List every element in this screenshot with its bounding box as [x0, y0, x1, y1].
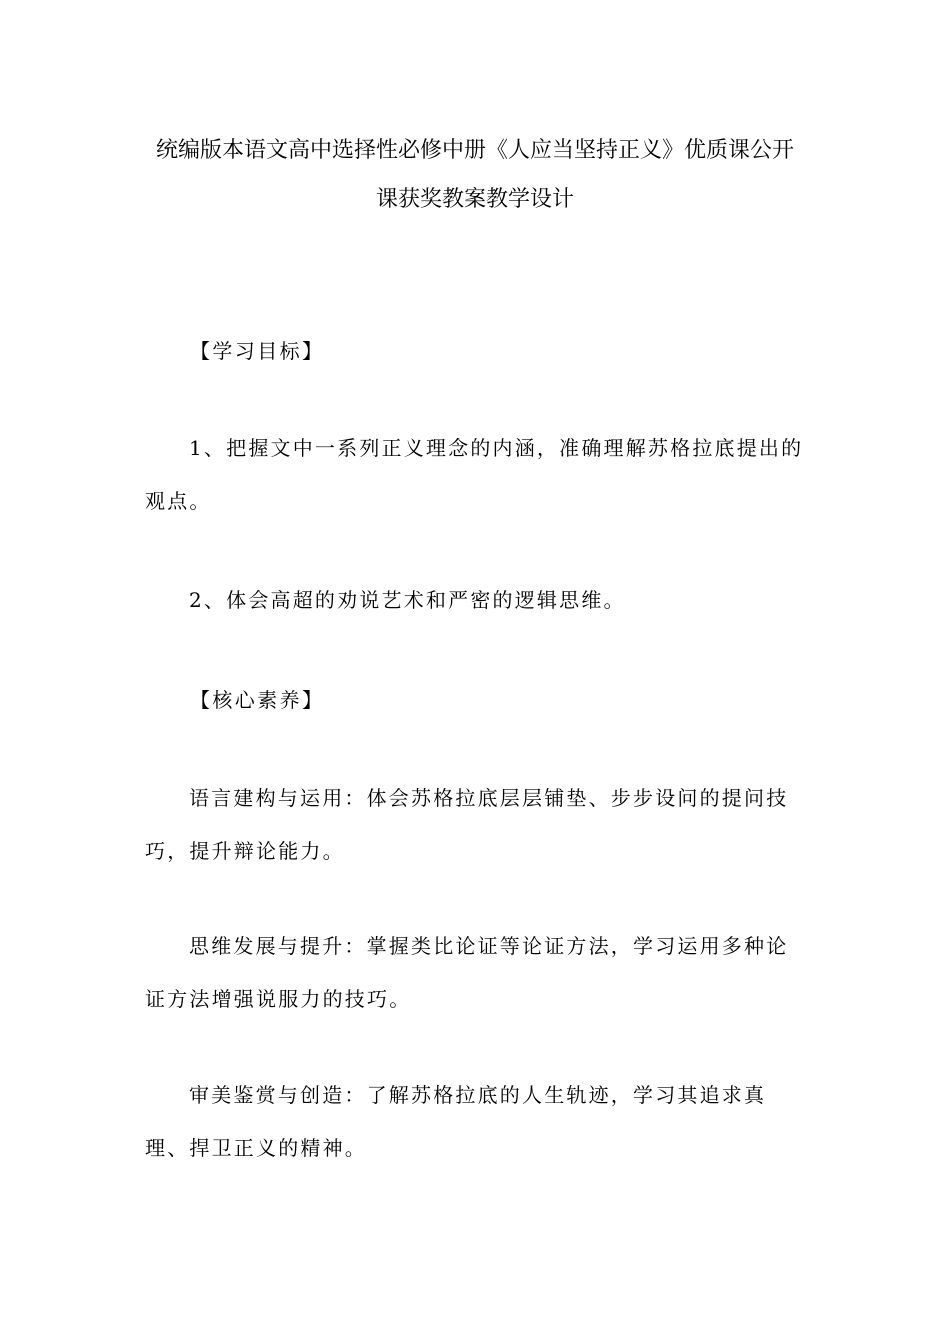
learning-goal-item-2: 2、体会高超的劝说艺术和严密的逻辑思维。 [189, 588, 626, 612]
section-heading-core-competency: 【核心素养】 [190, 688, 325, 712]
document-title-line-1: 统编版本语文高中选择性必修中册《人应当坚持正义》优质课公开 [155, 138, 794, 163]
learning-goal-item-1: 1、把握文中一系列正义理念的内涵，准确理解苏格拉底提出的观点。 [145, 436, 804, 513]
document-title-line-2: 课获奖教案教学设计 [375, 187, 574, 212]
core-competency-item-aesthetics: 审美鉴赏与创造：了解苏格拉底的人生轨迹，学习其追求真理、捍卫正义的精神。 [145, 1083, 767, 1160]
core-competency-item-language: 语言建构与运用：体会苏格拉底层层铺垫、步步设问的提问技巧，提升辩论能力。 [145, 786, 789, 863]
section-heading-learning-goals: 【学习目标】 [190, 339, 325, 363]
core-competency-item-thinking: 思维发展与提升：掌握类比论证等论证方法，学习运用多种论证方法增强说服力的技巧。 [145, 934, 789, 1011]
